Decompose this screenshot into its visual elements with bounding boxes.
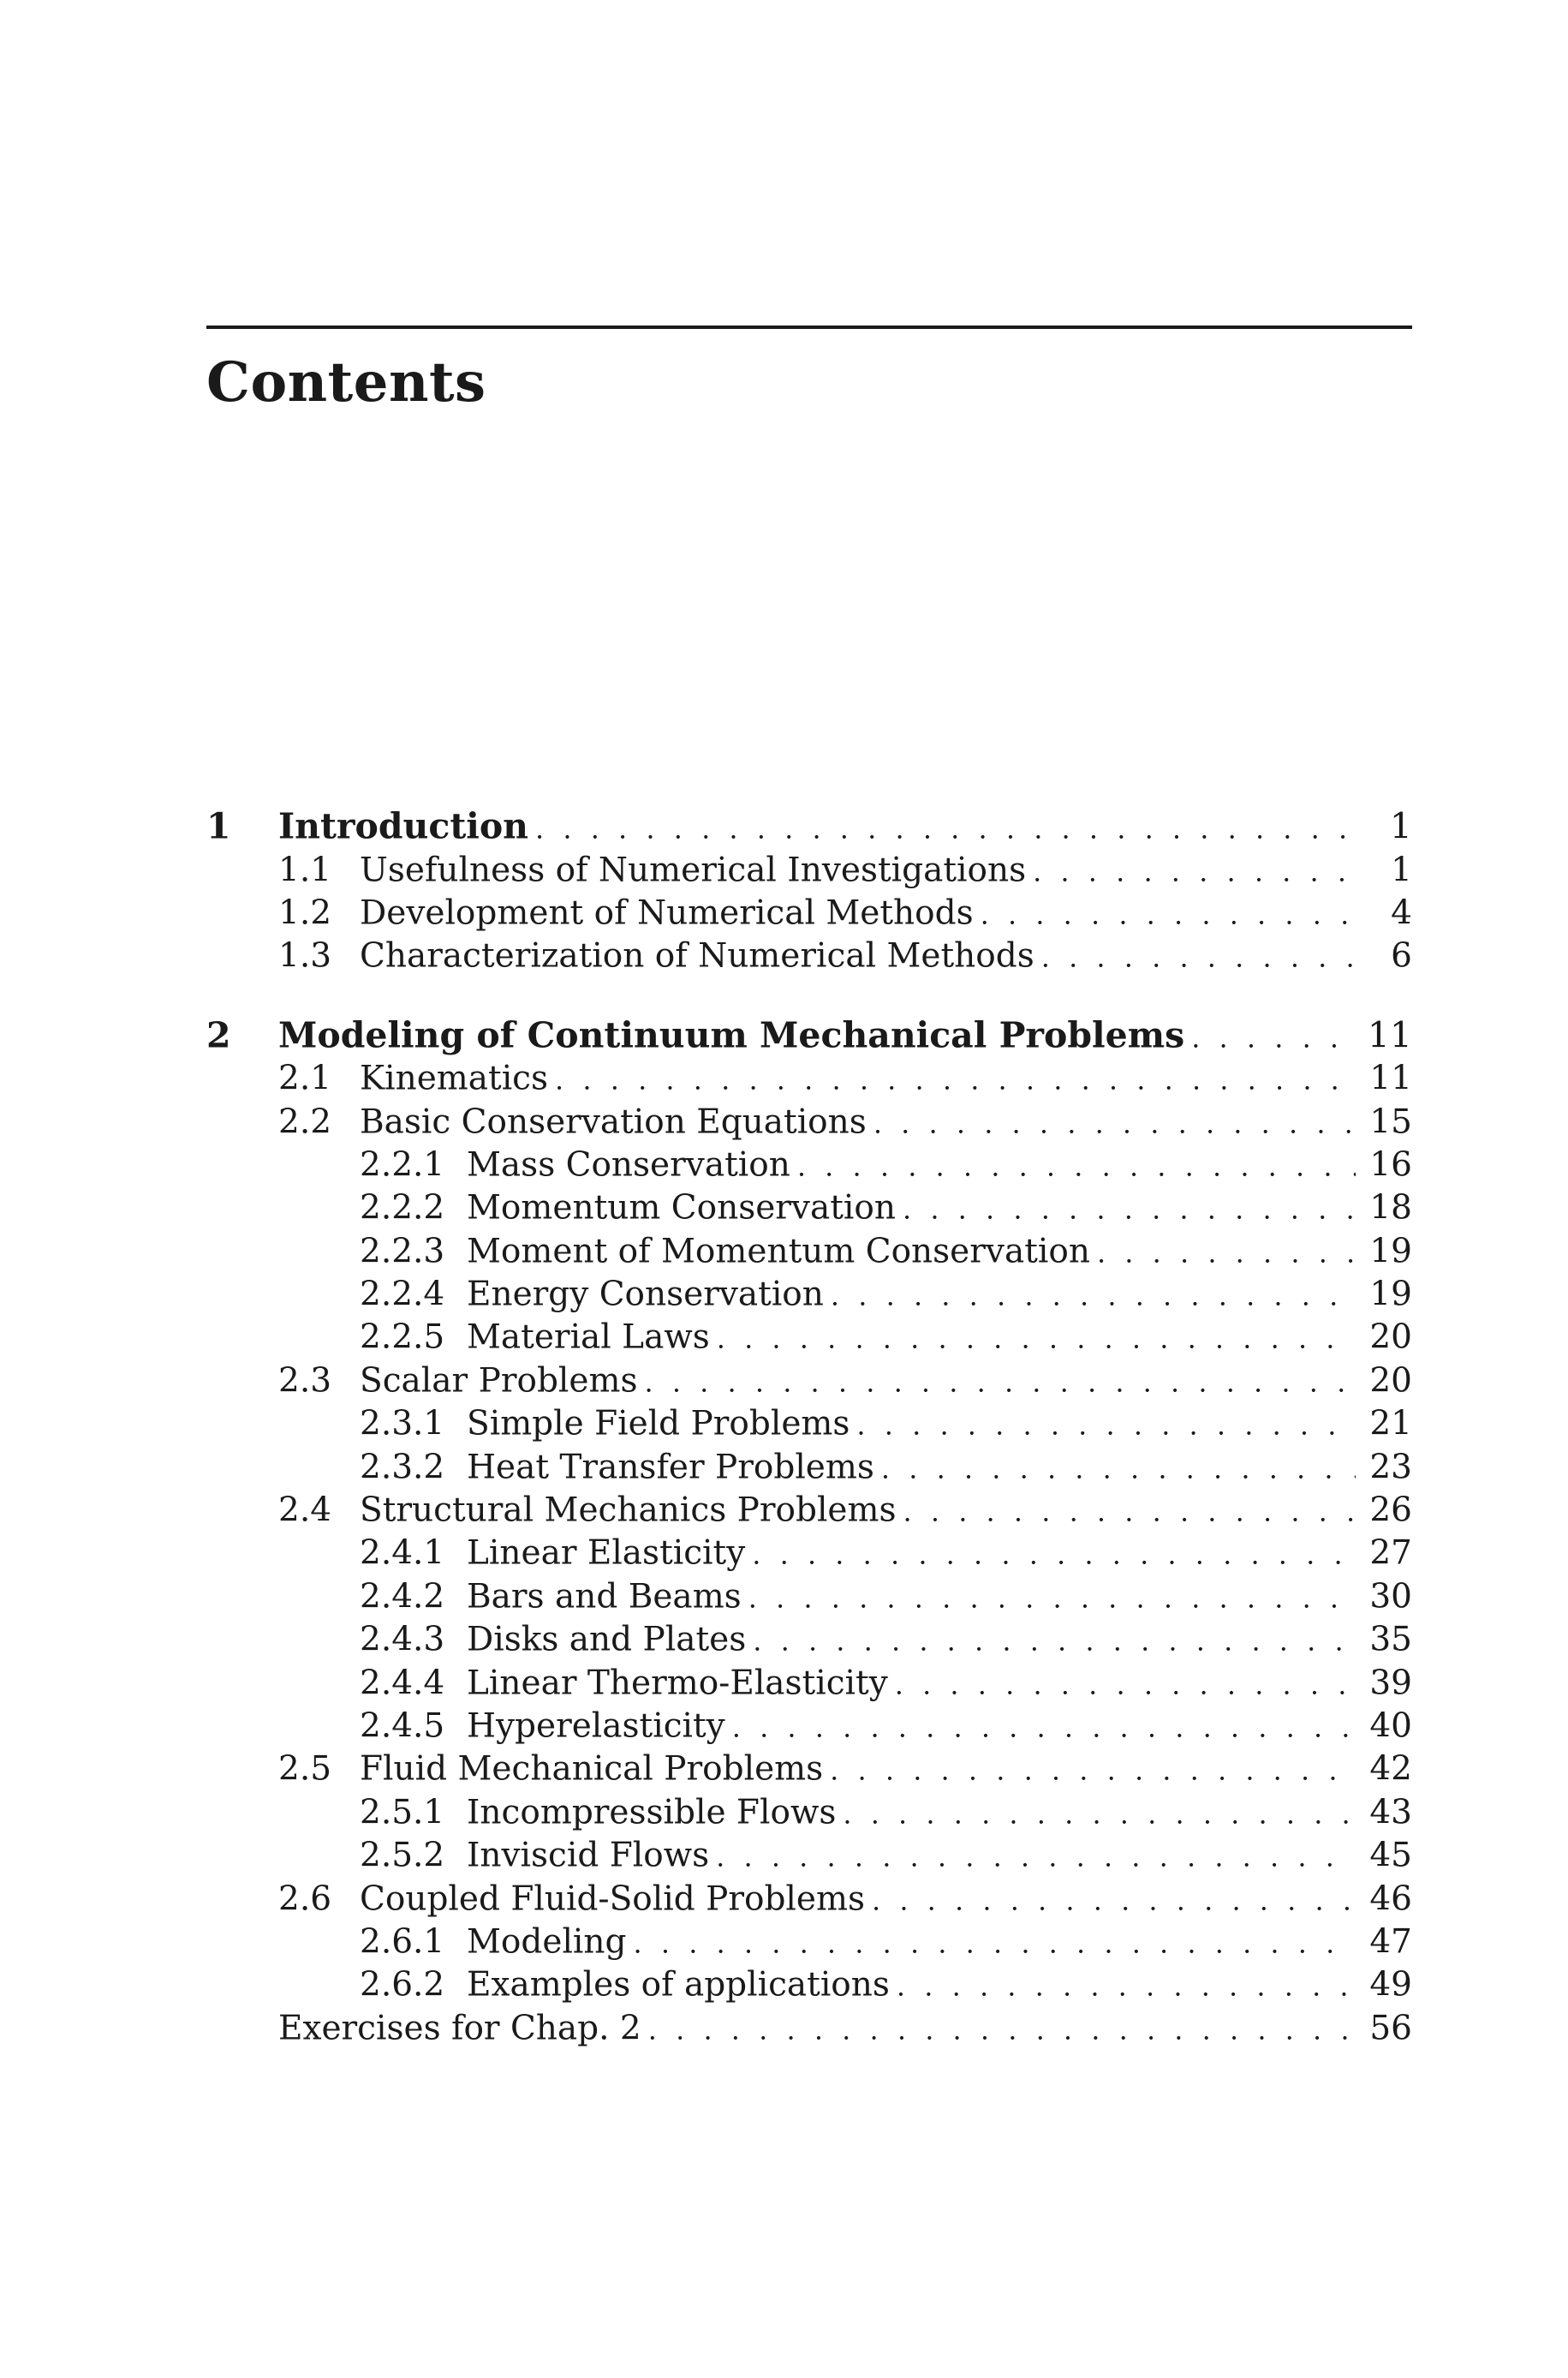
toc-entry-title: Momentum Conservation <box>467 1188 896 1228</box>
toc-entry-title: Material Laws <box>467 1317 710 1357</box>
toc-entry-title: Heat Transfer Problems <box>467 1448 874 1487</box>
dot-leader <box>644 1368 1356 1395</box>
toc-section-entry[interactable] <box>206 1057 1412 1100</box>
toc-entry-number: 1.2 <box>278 893 332 933</box>
toc-entry-line <box>278 2009 1412 2048</box>
toc-entry-line <box>467 1922 1412 1962</box>
toc-section-entry[interactable] <box>206 1100 1412 1143</box>
toc-page-number: 19 <box>1369 1232 1412 1271</box>
toc-entry-line <box>467 1317 1412 1357</box>
toc-entry-title: Mass Conservation <box>467 1145 790 1185</box>
toc-entry-title: Exercises for Chap. 2 <box>278 2009 641 2048</box>
toc-page-number: 23 <box>1369 1448 1412 1487</box>
toc-chapter-entry[interactable] <box>206 805 1412 848</box>
toc-page-number: 49 <box>1369 1965 1412 2005</box>
toc-section-entry[interactable] <box>206 892 1412 935</box>
toc-entry-title: Scalar Problems <box>360 1361 638 1401</box>
toc-entry-line <box>278 805 1412 847</box>
table-of-contents <box>206 805 1412 2050</box>
toc-entry-number: 2.6 <box>278 1879 332 1919</box>
dot-leader <box>716 1843 1356 1871</box>
toc-entry-title: Characterization of Numerical Methods <box>360 936 1034 976</box>
toc-entry-title: Development of Numerical Methods <box>360 893 974 933</box>
dot-leader <box>1033 857 1357 885</box>
toc-entry-number: 2.3.2 <box>360 1448 445 1487</box>
toc-entry-number: 2.2.1 <box>360 1145 445 1185</box>
dot-leader <box>903 1196 1356 1223</box>
toc-page-number: 27 <box>1369 1533 1412 1573</box>
toc-entry-title: Simple Field Problems <box>467 1404 850 1443</box>
dot-leader <box>555 1067 1356 1094</box>
toc-entry-number: 2.2.2 <box>360 1188 445 1228</box>
toc-section-entry[interactable] <box>206 1748 1412 1790</box>
toc-entry-line <box>278 1014 1412 1056</box>
dot-leader <box>797 1152 1356 1180</box>
dot-leader <box>830 1757 1356 1784</box>
toc-entry-title: Usefulness of Numerical Investigations <box>360 851 1027 890</box>
toc-entry-line <box>467 1620 1412 1659</box>
toc-entry-line <box>467 1836 1412 1875</box>
toc-page-number: 30 <box>1369 1577 1412 1616</box>
toc-section-entry[interactable] <box>206 1489 1412 1532</box>
toc-entry-number: 1 <box>206 805 231 847</box>
toc-page-number: 11 <box>1367 1014 1412 1056</box>
toc-subsection-entry[interactable] <box>206 1445 1412 1488</box>
toc-subsection-entry[interactable] <box>206 1963 1412 2006</box>
toc-entry-number: 1.1 <box>278 851 332 890</box>
dot-leader <box>752 1541 1356 1568</box>
toc-subsection-entry[interactable] <box>206 1921 1412 1963</box>
toc-page-number: 35 <box>1369 1620 1412 1659</box>
toc-subsection-entry[interactable] <box>206 1661 1412 1704</box>
dot-leader <box>648 2016 1356 2043</box>
toc-entry-title: Energy Conservation <box>467 1275 824 1314</box>
toc-chapter-entry[interactable] <box>206 1014 1412 1057</box>
dot-leader <box>872 1886 1356 1914</box>
toc-page-number: 42 <box>1369 1749 1412 1789</box>
toc-entry-title: Basic Conservation Equations <box>360 1102 867 1142</box>
toc-entry-title: Incompressible Flows <box>467 1793 837 1832</box>
toc-entry-title: Hyperelasticity <box>467 1706 725 1746</box>
toc-entry-line <box>467 1188 1412 1228</box>
dot-leader <box>981 900 1357 928</box>
dot-leader <box>903 1498 1356 1526</box>
toc-entry-number: 2.5.2 <box>360 1836 445 1875</box>
toc-entry-title: Linear Elasticity <box>467 1533 746 1573</box>
toc-entry-number: 2.4.5 <box>360 1706 445 1746</box>
toc-entry-line <box>467 1448 1412 1487</box>
dot-leader <box>717 1325 1356 1353</box>
toc-subsection-entry[interactable] <box>206 1532 1412 1574</box>
toc-page-number: 20 <box>1369 1317 1412 1357</box>
toc-section-entry[interactable] <box>206 935 1412 977</box>
toc-page-number: 56 <box>1369 2009 1412 2048</box>
toc-page-number: 6 <box>1391 936 1412 976</box>
dot-leader <box>1041 944 1357 971</box>
toc-entry-title: Inviscid Flows <box>467 1836 710 1875</box>
dot-leader <box>843 1800 1356 1827</box>
toc-entry-number: 2.2.4 <box>360 1275 445 1314</box>
toc-entry-line <box>360 1361 1412 1401</box>
toc-entry-title: Examples of applications <box>467 1965 890 2005</box>
dot-leader <box>897 1973 1356 2000</box>
toc-section-entry[interactable] <box>206 2007 1412 2050</box>
page-title: Contents <box>206 350 486 415</box>
toc-entry-number: 2.5 <box>278 1749 332 1789</box>
toc-subsection-entry[interactable] <box>206 1144 1412 1186</box>
toc-entry-line <box>467 1145 1412 1185</box>
toc-subsection-entry[interactable] <box>206 1575 1412 1618</box>
toc-subsection-entry[interactable] <box>206 1273 1412 1316</box>
toc-entry-line <box>360 1749 1412 1789</box>
toc-section-entry[interactable] <box>206 848 1412 891</box>
toc-entry-title: Introduction <box>278 805 528 847</box>
dot-leader <box>873 1109 1356 1137</box>
dot-leader <box>831 1282 1356 1310</box>
toc-subsection-entry[interactable] <box>206 1705 1412 1748</box>
toc-entry-number: 2.6.2 <box>360 1965 445 2005</box>
toc-entry-line <box>467 1275 1412 1314</box>
toc-subsection-entry[interactable] <box>206 1834 1412 1877</box>
dot-leader <box>881 1455 1356 1482</box>
toc-page-number: 4 <box>1391 893 1412 933</box>
toc-page-number: 43 <box>1369 1793 1412 1832</box>
dot-leader <box>1191 1024 1354 1051</box>
toc-entry-line <box>467 1404 1412 1443</box>
toc-page-number: 19 <box>1369 1275 1412 1314</box>
toc-entry-title: Linear Thermo-Elasticity <box>467 1664 888 1703</box>
toc-subsection-entry[interactable] <box>206 1186 1412 1229</box>
toc-page-number: 21 <box>1369 1404 1412 1443</box>
toc-entry-line <box>467 1533 1412 1573</box>
toc-entry-title: Bars and Beams <box>467 1577 742 1616</box>
toc-entry-line <box>360 1491 1412 1530</box>
toc-entry-number: 2.2.3 <box>360 1232 445 1271</box>
toc-entry-line <box>360 1059 1412 1098</box>
dot-leader <box>634 1929 1356 1957</box>
toc-subsection-entry[interactable] <box>206 1316 1412 1359</box>
dot-leader <box>856 1412 1356 1439</box>
toc-entry-title: Moment of Momentum Conservation <box>467 1232 1090 1271</box>
dot-leader <box>1097 1239 1356 1266</box>
dot-leader <box>535 816 1357 843</box>
toc-page-number: 16 <box>1369 1145 1412 1185</box>
toc-entry-number: 2.6.1 <box>360 1922 445 1962</box>
toc-entry-line <box>360 1102 1412 1142</box>
toc-entry-line <box>360 851 1412 890</box>
toc-entry-number: 2.1 <box>278 1059 332 1098</box>
toc-entry-line <box>360 936 1412 976</box>
toc-page-number: 46 <box>1369 1879 1412 1919</box>
toc-entry-number: 2.4.3 <box>360 1620 445 1659</box>
toc-page-number: 1 <box>1389 805 1412 847</box>
toc-subsection-entry[interactable] <box>206 1618 1412 1661</box>
toc-entry-title: Kinematics <box>360 1059 549 1098</box>
toc-entry-number: 2.2.5 <box>360 1317 445 1357</box>
toc-entry-line <box>467 1706 1412 1746</box>
toc-entry-line <box>360 893 1412 933</box>
top-rule <box>206 326 1412 329</box>
toc-entry-title: Fluid Mechanical Problems <box>360 1749 824 1789</box>
dot-leader <box>895 1670 1356 1698</box>
toc-entry-number: 2.4.2 <box>360 1577 445 1616</box>
toc-entry-title: Modeling of Continuum Mechanical Problems <box>278 1014 1185 1056</box>
toc-entry-line <box>467 1664 1412 1703</box>
toc-entry-title: Modeling <box>467 1922 627 1962</box>
toc-page-number: 20 <box>1369 1361 1412 1401</box>
toc-page-number: 40 <box>1369 1706 1412 1746</box>
toc-page-number: 18 <box>1369 1188 1412 1228</box>
dot-leader <box>732 1714 1356 1742</box>
toc-subsection-entry[interactable] <box>206 1402 1412 1445</box>
toc-page-number: 15 <box>1369 1102 1412 1142</box>
toc-page-number: 39 <box>1369 1664 1412 1703</box>
toc-entry-title: Disks and Plates <box>467 1620 747 1659</box>
toc-entry-number: 2 <box>206 1014 231 1056</box>
toc-entry-line <box>360 1879 1412 1919</box>
dot-leader <box>748 1584 1356 1611</box>
toc-section-entry[interactable] <box>206 1877 1412 1920</box>
toc-page-number: 47 <box>1369 1922 1412 1962</box>
toc-entry-line <box>467 1577 1412 1616</box>
toc-entry-number: 2.5.1 <box>360 1793 445 1832</box>
toc-entry-line <box>467 1965 1412 2005</box>
toc-entry-number: 2.4.4 <box>360 1664 445 1703</box>
toc-subsection-entry[interactable] <box>206 1230 1412 1273</box>
toc-subsection-entry[interactable] <box>206 1791 1412 1834</box>
dot-leader <box>753 1628 1356 1655</box>
toc-page-number: 11 <box>1369 1059 1412 1098</box>
toc-entry-number: 2.3 <box>278 1361 332 1401</box>
toc-entry-number: 1.3 <box>278 936 332 976</box>
toc-page-number: 45 <box>1369 1836 1412 1875</box>
toc-entry-number: 2.4 <box>278 1491 332 1530</box>
toc-entry-number: 2.3.1 <box>360 1404 445 1443</box>
toc-entry-line <box>467 1232 1412 1271</box>
toc-entry-line <box>467 1793 1412 1832</box>
toc-entry-title: Structural Mechanics Problems <box>360 1491 897 1530</box>
toc-page-number: 26 <box>1369 1491 1412 1530</box>
toc-page-number: 1 <box>1391 851 1412 890</box>
toc-entry-title: Coupled Fluid-Solid Problems <box>360 1879 865 1919</box>
toc-entry-number: 2.4.1 <box>360 1533 445 1573</box>
toc-entry-number: 2.2 <box>278 1102 332 1142</box>
chapter-gap <box>206 978 1412 1014</box>
toc-section-entry[interactable] <box>206 1359 1412 1402</box>
